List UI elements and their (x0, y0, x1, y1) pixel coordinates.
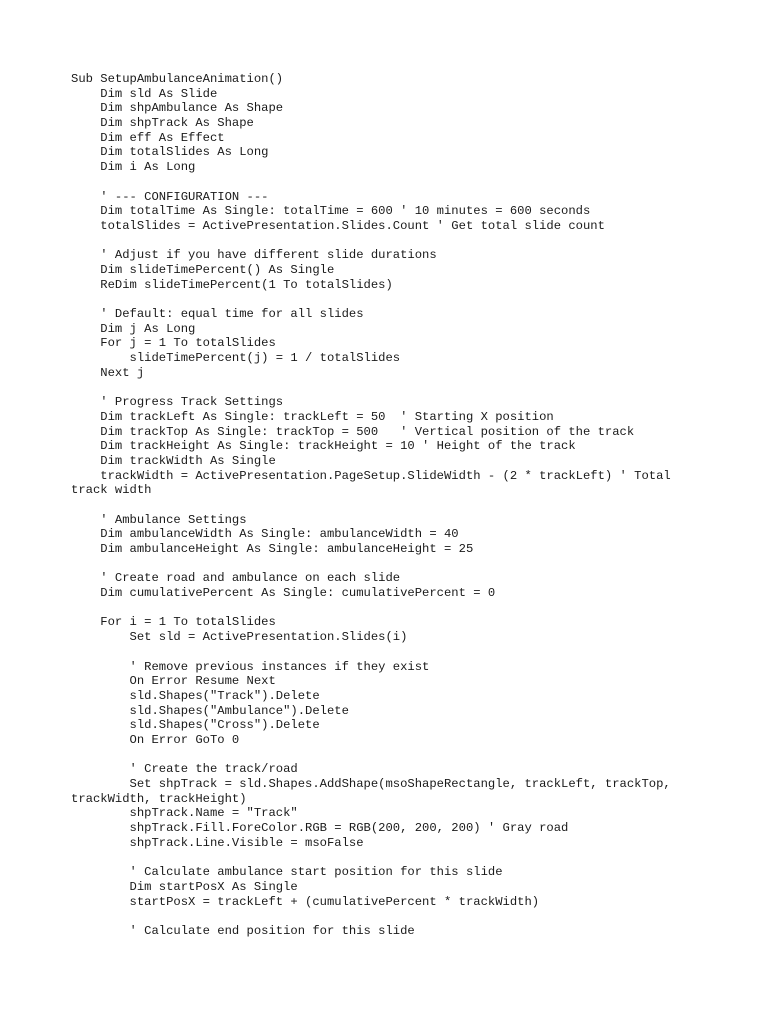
code-line: Dim sld As Slide (71, 86, 218, 101)
blank-line (71, 380, 711, 395)
code-line: sld.Shapes("Track").Delete (71, 688, 320, 703)
blank-line (71, 234, 711, 249)
code-line: Dim trackWidth As Single (71, 453, 276, 468)
blank-line (71, 645, 711, 660)
code-line: sld.Shapes("Cross").Delete (71, 718, 320, 733)
code-line: Dim eff As Effect (71, 130, 225, 145)
code-line: ReDim slideTimePercent(1 To totalSlides) (71, 277, 393, 292)
code-line: ' Calculate end position for this slide (71, 923, 415, 938)
code-line: On Error GoTo 0 (71, 732, 240, 747)
code-line: Dim startPosX As Single (71, 879, 298, 894)
code-line: ' Ambulance Settings (71, 512, 247, 527)
blank-line (71, 850, 711, 865)
code-line: ' Remove previous instances if they exist (71, 659, 430, 674)
code-line: shpTrack.Fill.ForeColor.RGB = RGB(200, 200, 200) ' Gray road (71, 821, 569, 836)
code-line: Set shpTrack = sld.Shapes.AddShape(msoShapeRectangle, trackLeft, trackTop, (71, 777, 671, 791)
code-line: Dim ambulanceHeight As Single: ambulanceHeight = 25 (71, 542, 474, 556)
blank-line (71, 498, 711, 513)
code-line: totalSlides = ActivePresentation.Slides.Count ' Get total slide count (71, 218, 605, 233)
code-line: startPosX = trackLeft + (cumulativePercent * trackWidth) (71, 894, 540, 909)
code-line: Dim j As Long (71, 321, 196, 336)
code-line: For j = 1 To totalSlides (71, 336, 276, 351)
code-line: Dim trackHeight As Single: trackHeight = 10 ' Height of the track (71, 439, 576, 454)
code-line: Dim totalTime As Single: totalTime = 600 ' 10 minutes = 600 seconds (71, 204, 591, 219)
code-line: ' Calculate ambulance start position for this slide (71, 865, 503, 880)
code-line: ' Progress Track Settings (71, 395, 284, 410)
blank-line (71, 175, 711, 190)
code-line: Dim ambulanceWidth As Single: ambulanceWidth = 40 (71, 527, 459, 542)
code-line: Dim trackTop As Single: trackTop = 500 ' Vertical position of the track (71, 424, 635, 439)
blank-line (71, 909, 711, 924)
code-line: slideTimePercent(j) = 1 / totalSlides (71, 351, 401, 366)
code-line: track width (71, 483, 152, 498)
code-line: shpTrack.Name = "Track" (71, 806, 298, 821)
code-line: Dim cumulativePercent As Single: cumulativePercent = 0 (71, 586, 496, 601)
code-line: Next j (71, 365, 145, 380)
code-line: Dim slideTimePercent() As Single (71, 262, 335, 277)
code-line: sld.Shapes("Ambulance").Delete (71, 703, 349, 718)
code-line: ' --- CONFIGURATION --- (71, 189, 269, 204)
code-line: Sub SetupAmbulanceAnimation() (71, 72, 284, 86)
code-line: ' Adjust if you have different slide durations (71, 248, 437, 263)
blank-line (71, 557, 711, 572)
code-line: On Error Resume Next (71, 674, 276, 689)
code-line: Dim shpAmbulance As Shape (71, 101, 284, 116)
code-line: ' Default: equal time for all slides (71, 307, 364, 321)
blank-line (71, 292, 711, 307)
code-line: Dim i As Long (71, 160, 196, 175)
code-line: Set sld = ActivePresentation.Slides(i) (71, 630, 408, 645)
code-line: ' Create the track/road (71, 762, 298, 777)
code-line: Dim totalSlides As Long (71, 145, 269, 160)
code-line: shpTrack.Line.Visible = msoFalse (71, 835, 364, 850)
code-line: For i = 1 To totalSlides (71, 615, 276, 630)
code-line: trackWidth = ActivePresentation.PageSetup.SlideWidth - (2 * trackLeft) ' Total (71, 468, 671, 483)
blank-line (71, 748, 711, 763)
code-line: trackWidth, trackHeight) (71, 791, 247, 806)
code-line: Dim trackLeft As Single: trackLeft = 50 ' Starting X position (71, 409, 554, 424)
code-block (71, 72, 711, 939)
code-line: Dim shpTrack As Shape (71, 116, 254, 131)
blank-line (71, 601, 711, 616)
code-line: ' Create road and ambulance on each slide (71, 571, 401, 586)
